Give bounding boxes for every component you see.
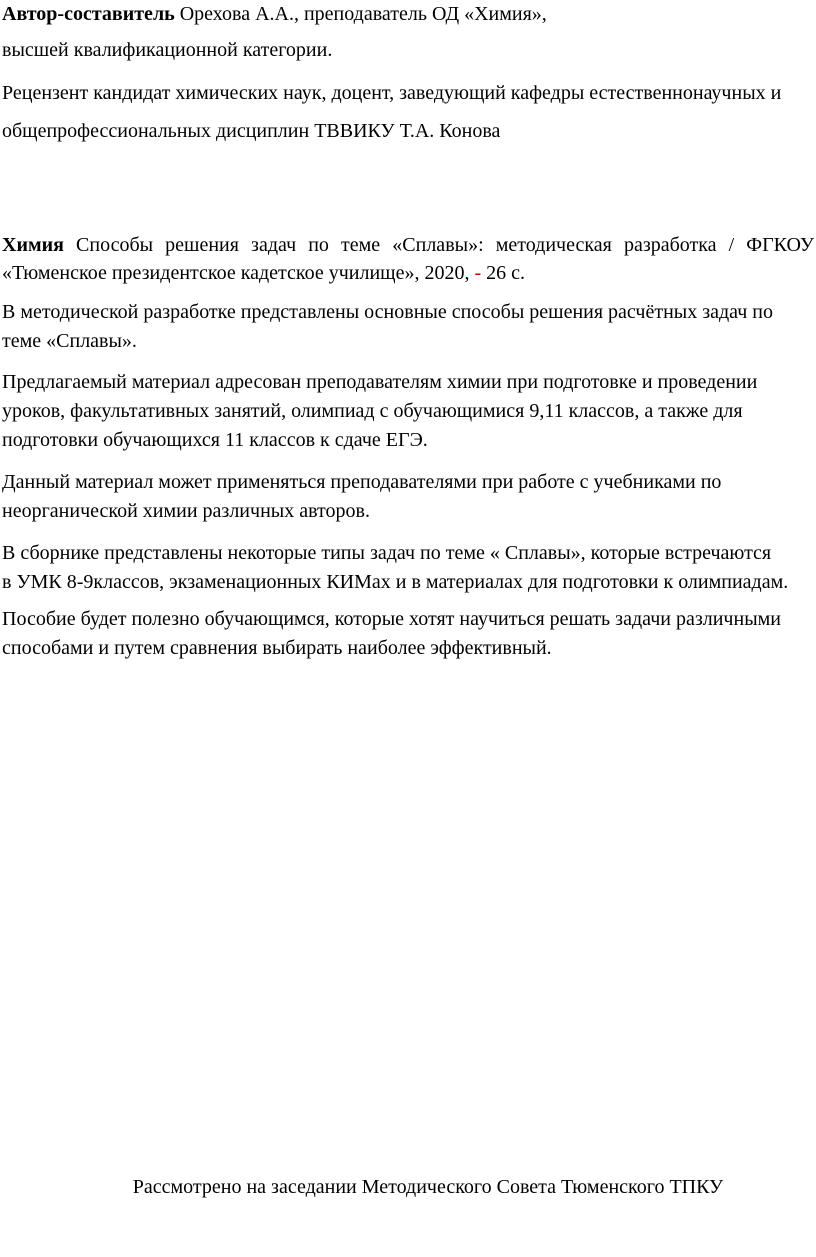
paragraph-line: подготовки обучающихся 11 классов к сдаче ЕГЭ. [2, 429, 428, 451]
citation-publisher: «Тюменское президентское кадетское училище», 2020, [2, 262, 475, 284]
author-name: Орехова А.А., преподаватель ОД «Химия», [174, 3, 547, 25]
paragraph-line: способами и путем сравнения выбирать наиболее эффективный. [2, 637, 552, 659]
reviewer-line-1: Рецензент кандидат химических наук, доцент, заведующий кафедры естественнонаучных и [2, 82, 782, 104]
paragraph-line: уроков, факультативных занятий, олимпиад с обучающимися 9,11 классов, а также для [2, 400, 743, 422]
approval-note: Рассмотрено на заседании Методического Совета Тюменского ТПКУ [132, 1176, 724, 1198]
paragraph-5 [2, 605, 814, 663]
author-line [2, 2, 547, 26]
paragraph-3 [2, 468, 814, 526]
paragraph-line: Пособие будет полезно обучающимся, которые хотят научиться решать задачи различными [2, 608, 781, 630]
citation-subject-label: Химия [2, 234, 64, 256]
paragraph-line: Предлагаемый материал адресован преподавателям химии при подготовке и проведении [2, 371, 758, 393]
paragraph-2 [2, 368, 814, 455]
paragraph-line: неорганической химии различных авторов. [2, 500, 370, 522]
citation-dash: - [474, 262, 482, 284]
paragraph-line: теме «Сплавы». [2, 330, 137, 352]
paragraph-line: В методической разработке представлены основные способы решения расчётных задач по [2, 301, 774, 323]
paragraph-1 [2, 298, 814, 356]
paragraph-line: В сборнике представлены некоторые типы задач по теме « Сплавы», которые встречаются [2, 542, 772, 564]
citation-title: Способы решения задач по теме «Сплавы»: методическая разработка / ФГКОУ [63, 234, 814, 256]
paragraph-line: Данный материал может применяться преподавателями при работе с учебниками по [2, 471, 722, 493]
citation-pages: 26 с. [481, 262, 526, 284]
citation-line-2 [2, 261, 525, 285]
citation-line-1 [2, 233, 814, 257]
paragraph-line: в УМК 8-9классов, экзаменационных КИМах и в материалах для подготовки к олимпиадам. [2, 571, 789, 593]
author-qualification: высшей квалификационной категории. [2, 39, 333, 61]
paragraph-4 [2, 539, 814, 597]
reviewer-line-2: общепрофессиональных дисциплин ТВВИКУ Т.А. Конова [2, 120, 501, 142]
author-label: Автор-составитель [2, 3, 175, 25]
